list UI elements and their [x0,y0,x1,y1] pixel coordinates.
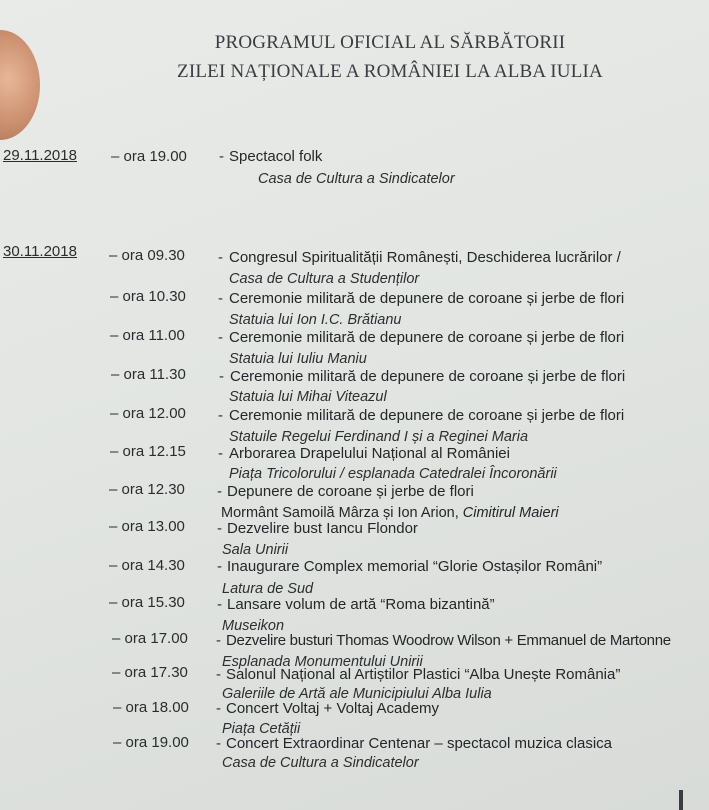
event-title: Dezvelire busturi Thomas Woodrow Wilson + Emmanuel de Martonne [226,632,671,649]
document-title-line-2: ZILEI NAȚIONALE A ROMÂNIEI LA ALBA IULIA [177,61,603,82]
event-dash: - [216,735,221,752]
event-dash: - [216,700,221,717]
event-place: Casa de Cultura a Sindicatelor [222,755,419,771]
event-time: – ora 15.30 [109,594,185,611]
event-title: Congresul Spiritualității Românești, Deschiderea lucrărilor / [229,249,621,266]
event-dash: - [219,148,224,165]
event-dash: - [217,558,222,575]
event-place-text [221,505,559,521]
event-place: Cimitirul Maieri [462,505,559,521]
event-place: Piața Tricolorului / esplanada Catedralei Încoronării [229,466,557,482]
event-dash: - [218,290,223,307]
event-title: Ceremonie militară de depunere de coroane și jerbe de flori [229,407,625,424]
event-time: – ora 12.30 [109,481,185,498]
event-time: – ora 19.00 [111,148,187,165]
event-time: – ora 12.15 [110,443,186,460]
event-title: Ceremonie militară de depunere de coroane și jerbe de flori [229,329,625,346]
event-title: Dezvelire bust Iancu Flondor [227,520,418,537]
event-place: Casa de Cultura a Studenților [229,271,420,287]
event-dash: - [218,445,223,462]
event-place: Casa de Cultura a Sindicatelor [258,171,455,187]
event-title: Inaugurare Complex memorial “Glorie Ostașilor Români” [227,558,603,575]
event-dash: - [217,520,222,537]
event-title: Lansare volum de artă “Roma bizantină” [227,596,495,613]
event-place-plain: Mormânt Samoilă Mârza și Ion Arion, [221,505,463,521]
event-time: – ora 13.00 [109,518,185,535]
event-time: – ora 19.00 [113,734,189,751]
event-dash: - [218,329,223,346]
event-title: Salonul Național al Artiștilor Plastici “Alba Unește România” [226,666,621,683]
event-dash: - [217,483,222,500]
event-time: – ora 18.00 [113,699,189,716]
event-time: – ora 17.30 [112,664,188,681]
event-title: Ceremonie militară de depunere de coroane și jerbe de flori [230,368,626,385]
event-place: Latura de Sud [222,581,314,597]
finger-thumb [0,30,40,140]
event-place: Statuile Regelui Ferdinand I și a Reginei Maria [229,429,529,445]
event-place: Piața Cetății [222,721,301,737]
event-dash: - [216,632,221,649]
event-place: Statuia lui Mihai Viteazul [229,389,387,405]
event-time: – ora 14.30 [109,557,185,574]
event-title: Concert Extraordinar Centenar – spectacol muzica clasica [226,735,613,752]
event-dash: - [218,249,223,266]
event-title: Spectacol folk [229,148,323,165]
event-time: – ora 17.00 [112,630,188,647]
event-dash: - [218,407,223,424]
event-place: Museikon [222,618,285,634]
event-place: Galeriile de Artă ale Municipiului Alba Iulia [222,686,492,702]
event-time: – ora 09.30 [109,247,185,264]
event-place: Sala Unirii [222,542,289,558]
date-heading: 30.11.2018 [3,243,77,260]
event-time: – ora 12.00 [110,405,186,422]
event-title: Ceremonie militară de depunere de coroane și jerbe de flori [229,290,625,307]
event-time: – ora 10.30 [110,288,186,305]
event-time: – ora 11.30 [111,366,186,383]
event-place: Statuia lui Ion I.C. Brătianu [229,312,402,328]
document-title-line-1: PROGRAMUL OFICIAL AL SĂRBĂTORII [214,32,566,53]
date-heading: 29.11.2018 [3,147,77,164]
event-place: Esplanada Monumentului Unirii [222,654,423,670]
event-place: Statuia lui Iuliu Maniu [229,351,367,367]
event-title: Depunere de coroane și jerbe de flori [227,483,474,500]
event-dash: - [216,666,221,683]
event-dash: - [217,596,222,613]
page-edge-mark [679,790,683,810]
event-title: Arborarea Drapelului Național al României [229,445,510,462]
event-dash: - [219,368,224,385]
event-title: Concert Voltaj + Voltaj Academy [226,700,440,717]
event-time: – ora 11.00 [110,327,185,344]
